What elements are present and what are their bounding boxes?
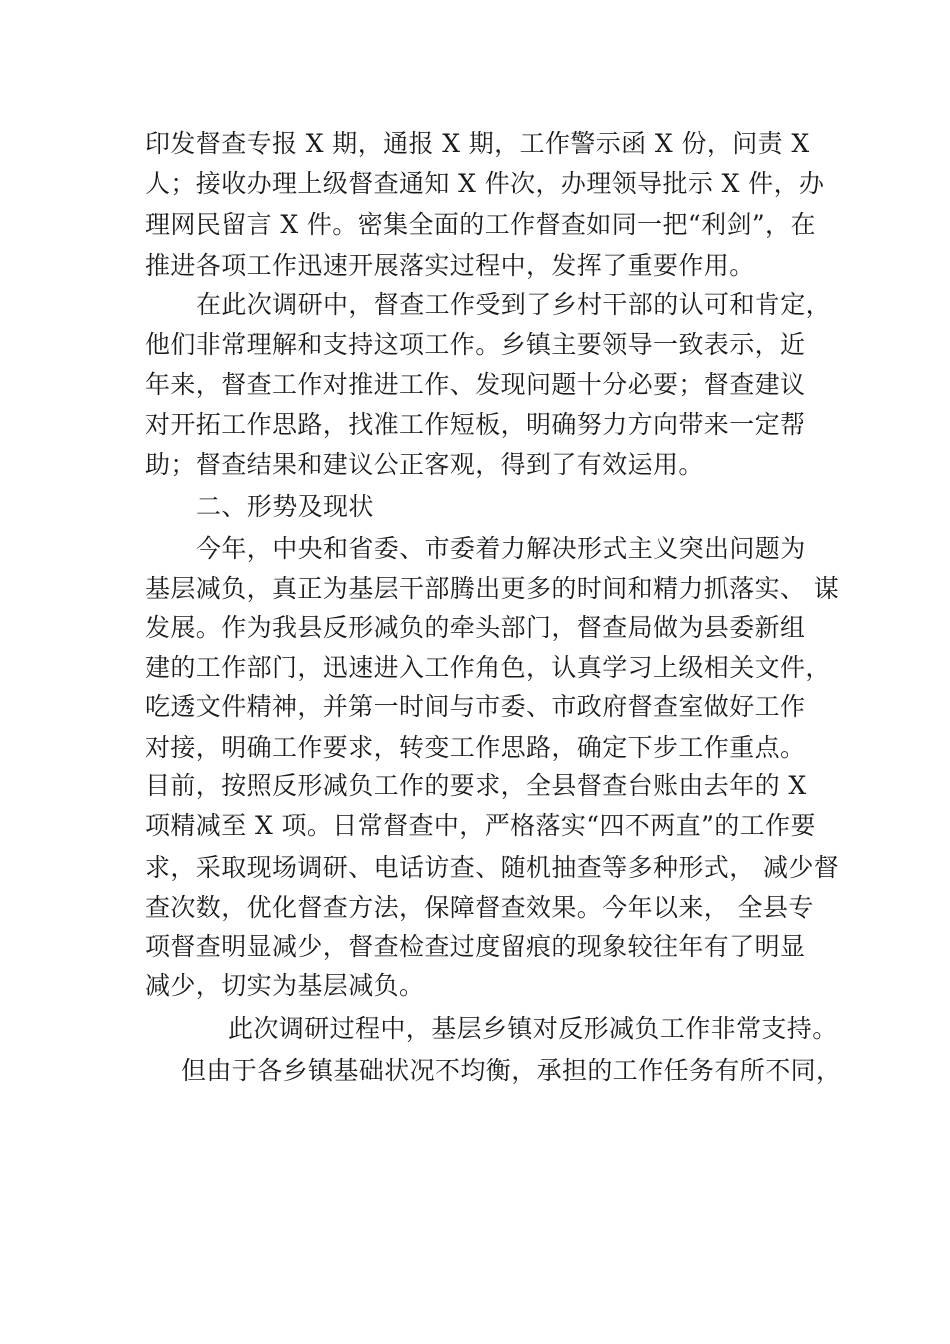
paragraph-start-line: 今年，中央和省委、市委着力解决形式主义突出问题为 [196, 534, 806, 563]
text-line: 查次数，优化督查方法，保障督查效果。今年以来， 全县专 [145, 893, 814, 922]
text-line: 基层减负，真正为基层干部腾出更多的时间和精力抓落实、 谋 [145, 574, 840, 603]
text-line: 对接，明确工作要求，转变工作思路，确定下步工作重点。 [145, 733, 806, 762]
text-line: 项精减至 X 项。日常督查中，严格落实“四不两直”的工作要 [145, 811, 816, 840]
text-line: 发展。作为我县反形减负的牵头部门，督查局做为县委新组 [145, 613, 806, 642]
text-line: 但由于各乡镇基础状况不均衡，承担的工作任务有所不同， [181, 1056, 842, 1085]
text-line: 助；督查结果和建议公正客观，得到了有效运用。 [145, 450, 704, 479]
paragraph-start-line: 在此次调研中，督查工作受到了乡村干部的认可和肯定， [196, 290, 832, 319]
text-line: 项督查明显减少，督查检查过度留痕的现象较往年有了明显 [145, 932, 806, 961]
text-line: 年来，督查工作对推进工作、发现问题十分必要；督查建议 [145, 370, 806, 399]
text-line: 理网民留言 X 件。密集全面的工作督查如同一把“利剑”，在 [145, 210, 816, 239]
text-line: 吃透文件精神，并第一时间与市委、市政府督查室做好工作 [145, 692, 806, 721]
text-line: 印发督查专报 X 期，通报 X 期，工作警示函 X 份，问责 X [145, 129, 810, 158]
text-line: 减少，切实为基层减负。 [145, 971, 425, 1000]
text-line: 目前，按照反形减负工作的要求，全县督查台账由去年的 X [145, 771, 807, 800]
paragraph-start-line: 此次调研过程中，基层乡镇对反形减负工作非常支持。 [228, 1014, 838, 1043]
text-line: 对开拓工作思路，找准工作短板，明确努力方向带来一定帮 [145, 410, 806, 439]
text-line: 他们非常理解和支持这项工作。乡镇主要领导一致表示，近 [145, 330, 806, 359]
text-line: 求，采取现场调研、电话访查、随机抽查等多种形式， 减少督 [145, 853, 840, 882]
section-heading: 二、形势及现状 [196, 492, 374, 521]
text-line: 推进各项工作迅速开展落实过程中，发挥了重要作用。 [145, 251, 755, 280]
text-line: 建的工作部门，迅速进入工作角色，认真学习上级相关文件， [145, 653, 831, 682]
text-line: 人；接收办理上级督查通知 X 件次，办理领导批示 X 件，办 [145, 169, 825, 198]
